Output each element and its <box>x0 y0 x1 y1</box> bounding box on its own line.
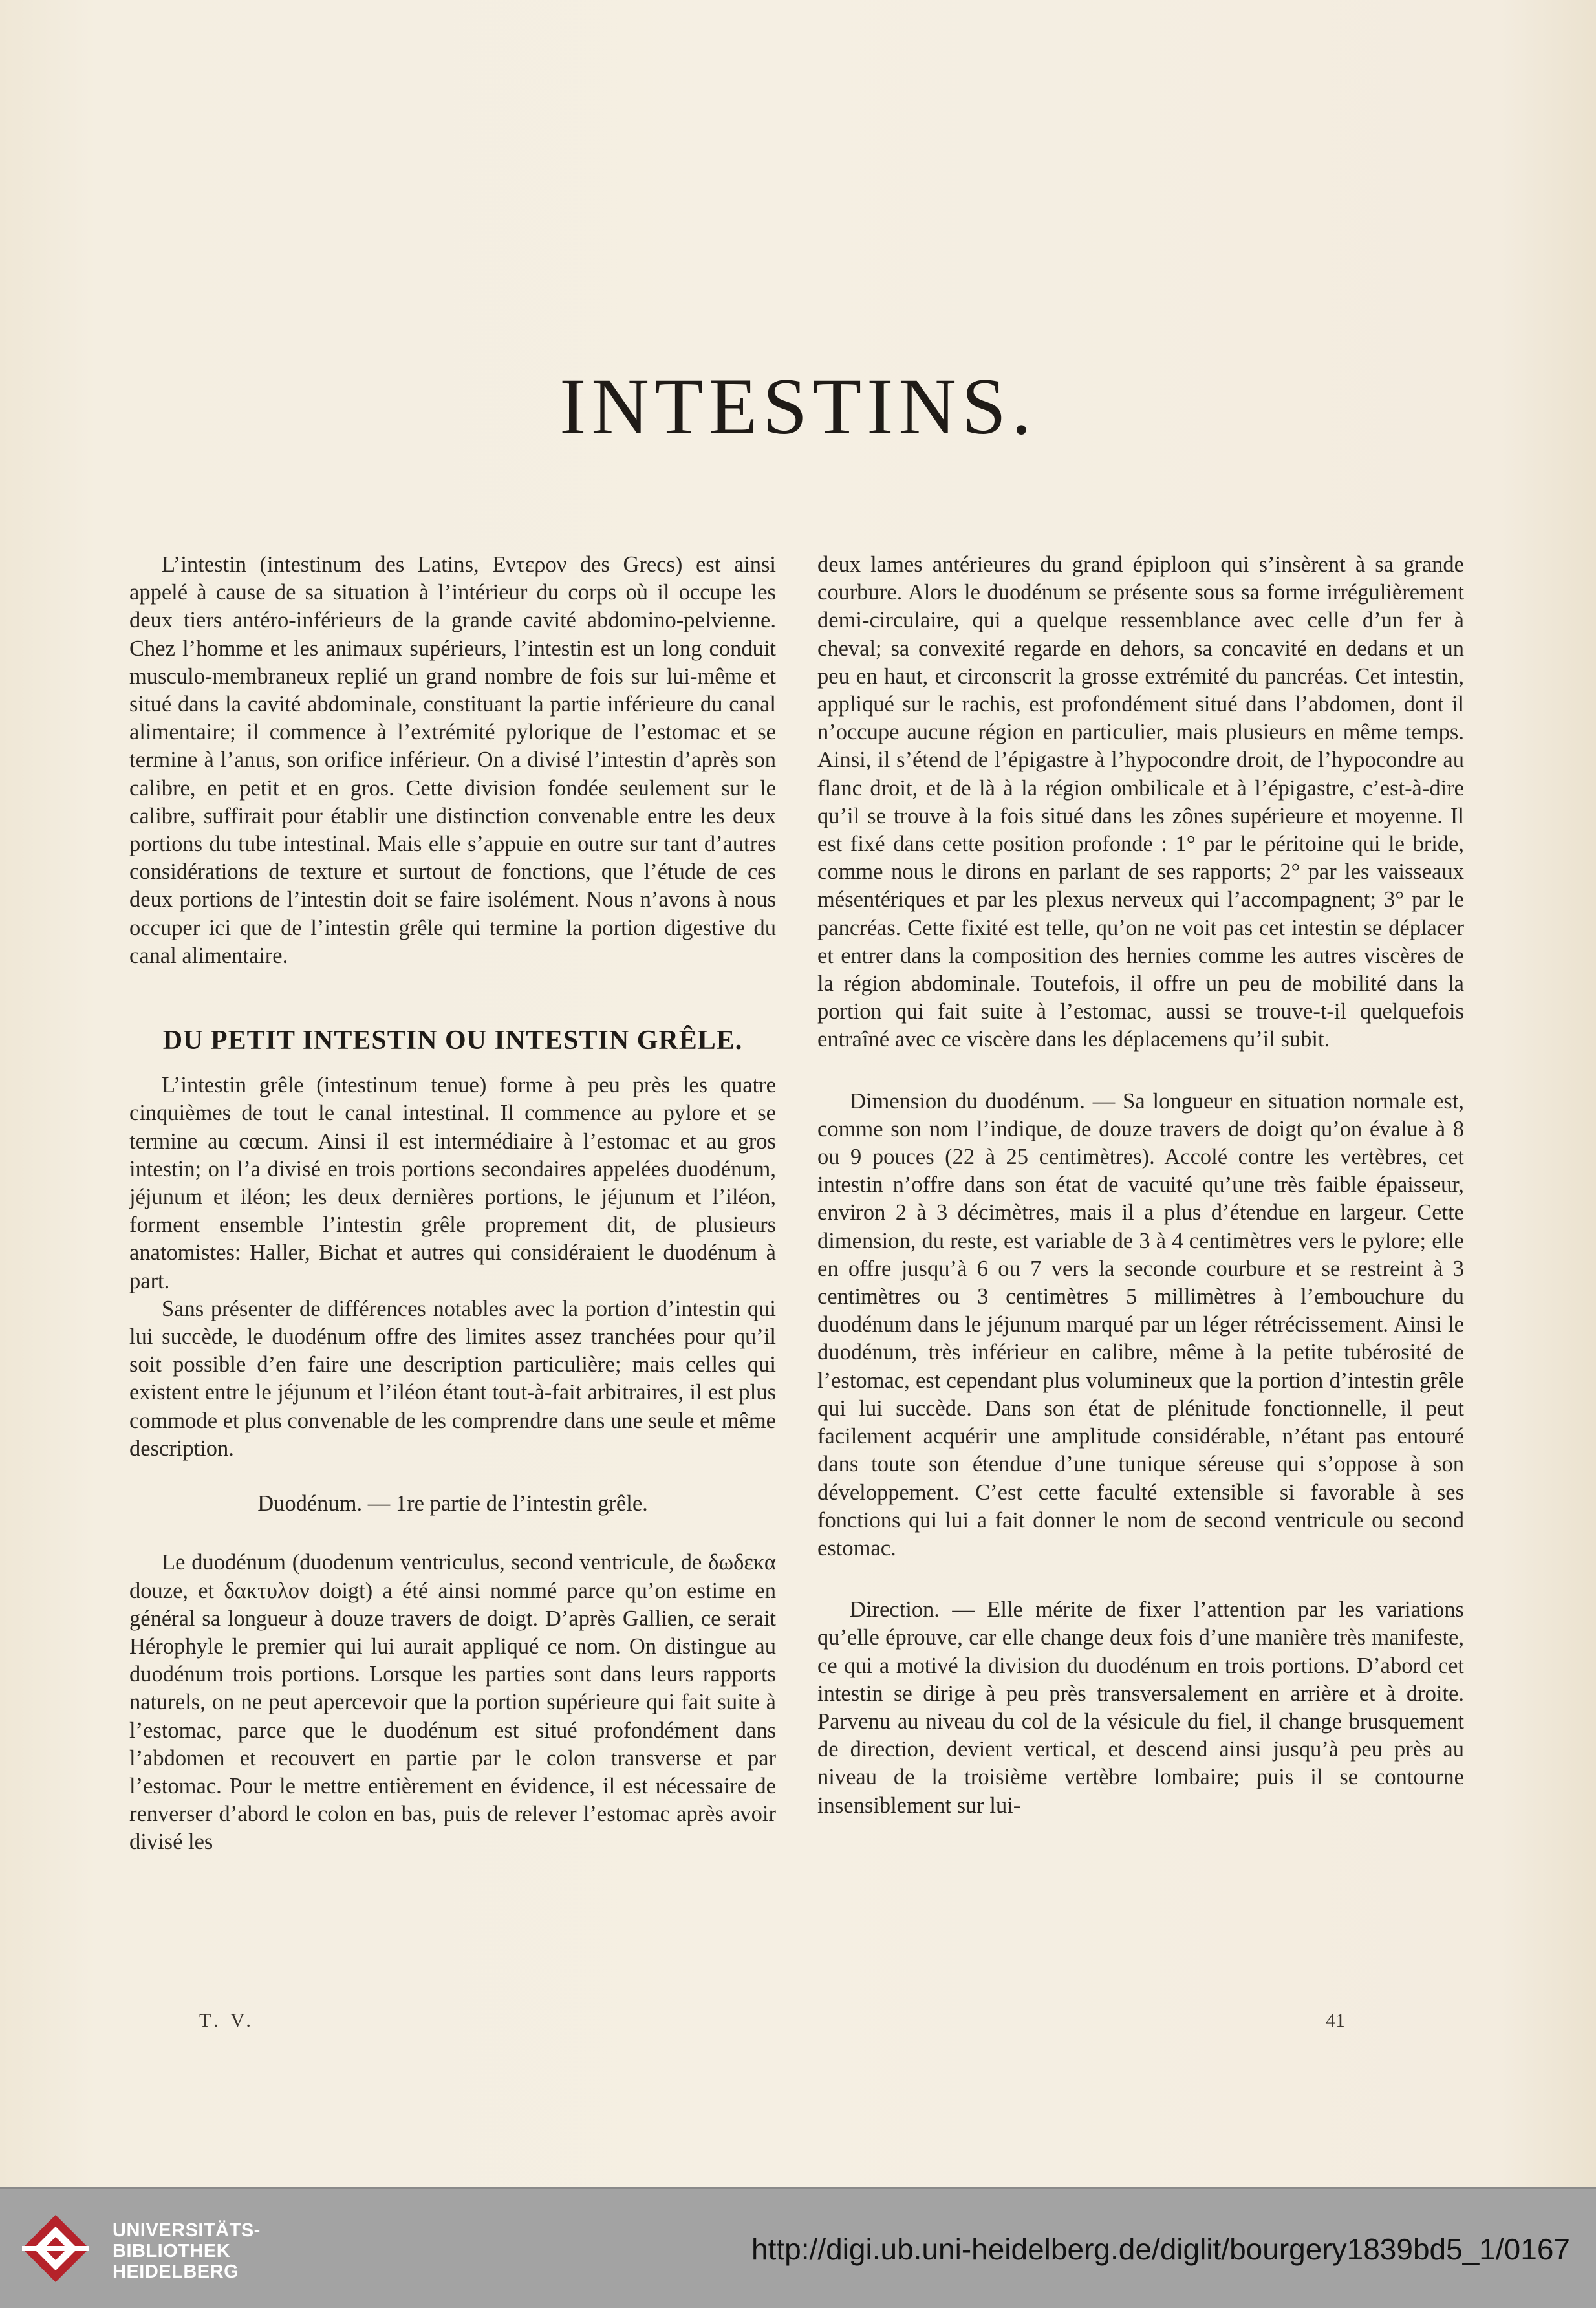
page-title: INTESTINS. <box>559 362 1037 451</box>
section-heading: DU PETIT INTESTIN OU INTESTIN GRÊLE. <box>162 1026 743 1056</box>
intro-paragraph: L’intestin (intestinum des Latins, Εντερον des Grecs) est ainsi appelé à cause de sa situation à l’intérieur du corps où il occupe les deux tiers antéro-inférieurs de la grande cavité abdomino-pelvienne. Chez l’homme et les animaux supérieurs, l’intestin est un long conduit musculo-membraneux replié un grand nombre de fois sur lui-même et situé dans la cavité abdominale, constituant la partie inférieure du canal alimentaire; il commence à l’extrémité pylorique de l’estomac et se termine à l’anus, son orifice inférieur. On a divisé l’intestin d’après son calibre, en petit et en gros. Cette division fondée seulement sur le calibre, suffirait pour établir une distinction convenable entre les deux portions du tube intestinal. Mais elle s’appuie en outre sur tant d’autres considérations de texture et surtout de fonctions, que l’étude de ces deux portions de l’intestin doit se faire isolément. Nous n’avons à nous occuper ici que de l’intestin grêle qui termine la portion digestive du canal alimentaire. <box>129 552 776 968</box>
duodenum-paragraph: Le duodénum (duodenum ventriculus, second ventricule, de δωδεκα douze, et δακτυλον doigt) a été ainsi nommé parce qu’on estime en général sa longueur à douze travers de doigt. D’après Gallien, ce serait Hérophyle le premier qui lui aurait appliqué ce nom. On distingue au duodénum trois portions. Lorsque les parties sont dans leurs rapports naturels, on ne peut apercevoir que la portion supérieure qui fait suite à l’estomac, parce que le duodénum est situé profondément dans l’abdomen et recouvert en partie par le colon transverse et par l’estomac. Pour le mettre entièrement en évidence, il est nécessaire de renverser d’abord le colon en bas, puis de relever l’estomac après avoir divisé les <box>129 1550 776 1855</box>
right-column <box>817 551 1464 1820</box>
permalink-url[interactable]: http://digi.ub.uni-heidelberg.de/diglit/bourgery1839bd5_1/0167 <box>751 2232 1570 2266</box>
duodenum-subheading: Duodénum. — 1re partie de l’intestin grêle. <box>257 1491 648 1516</box>
section-paragraph-1: L’intestin grêle (intestinum tenue) forme à peu près les quatre cinquièmes de tout le canal intestinal. Il commence au pylore et se termine au cœcum. Ainsi il est intermédiaire à l’estomac et au gros intestin; on l’a divisé en trois portions secondaires appelées duodénum, jéjunum et iléon; les deux dernières portions, le jéjunum et l’iléon, forment ensemble l’intestin grêle proprement dit, de plusieurs anatomistes: Haller, Bichat et autres qui considéraient le duodénum à part. <box>129 1073 776 1293</box>
section-paragraph-2: Sans présenter de différences notables avec la portion d’intestin qui lui succède, le duodénum offre des limites assez tranchées pour qu’il soit possible d’en faire une description particulière; mais celles qui existent entre le jéjunum et l’iléon étant tout-à-fait arbitraires, il est plus commode et plus convenable de les comprendre dans une seule et même description. <box>129 1296 776 1461</box>
folio-volume: T. V. <box>199 2010 255 2031</box>
folio-page-number: 41 <box>1326 2010 1345 2031</box>
continuation-paragraph: deux lames antérieures du grand épiploon qui s’insèrent à sa grande courbure. Alors le duodénum se présente sous sa forme irrégulièrement demi-circulaire, qui a quelque ressemblance avec celle d’un fer à cheval; sa convexité regarde en dehors, sa concavité en dedans et un peu en haut, et circonscrit la grosse extrémité du pancréas. Cet intestin, appliqué sur le rachis, est profondément situé dans l’abdomen, dont il n’occupe aucune région en particulier, mais plusieurs en même temps. Ainsi, il s’étend de l’épigastre à l’hypocondre droit, de l’hypocondre au flanc droit, et de là à la région ombilicale et à l’épigastre, c’est-à-dire qu’il se trouve à la fois situé dans les zônes supérieure et moyenne. Il est fixé dans cette position profonde : 1° par le péritoine qui le bride, comme nous le dirons en parlant de ses rapports; 2° par les vaisseaux mésentériques et par les plexus nerveux qui l’accompagnent; 3° par le pancréas. Cette fixité est telle, qu’on ne voit pas cet intestin se déplacer et entrer dans la composition des hernies comme les autres viscères de la région abdominale. Toutefois, il offre un peu de mobilité dans la portion qui fait suite à l’estomac, aussi se trouve-t-il quelquefois entraîné avec ce viscère dans les déplacemens qu’il subit. <box>817 552 1464 1052</box>
left-column <box>129 551 776 1857</box>
library-name-line-1: UNIVERSITÄTS- <box>113 2220 261 2241</box>
direction-paragraph: Direction. — Elle mérite de fixer l’attention par les variations qu’elle éprouve, car elle change deux fois d’une manière très manifeste, ce qui a motivé la division du duodénum en trois portions. D’abord cet intestin se dirige à peu près transversalement en arrière et à droite. Parvenu au niveau du col de la vésicule du fiel, il change brusquement de direction, devient vertical, et descend ainsi jusqu’à peu près au niveau de la troisième vertèbre lombaire; puis il se contourne insensiblement sur lui- <box>817 1597 1464 1818</box>
dimension-paragraph: Dimension du duodénum. — Sa longueur en situation normale est, comme son nom l’indique, de douze travers de doigt qu’on évalue à 8 ou 9 pouces (22 à 25 centimètres). Accolé contre les vertèbres, cet intestin n’offre dans son état de vacuité qu’une très faible épaisseur, environ 2 à 3 décimètres, mais il a plus d’étendue en largeur. Cette dimension, du reste, est variable de 3 à 4 centimètres vers le pylore; elle en offre jusqu’à 6 ou 7 vers la seconde courbure et se restreint à 3 centimètres ou 3 centimètres 5 millimètres à l’embouchure du duodénum dans le jéjunum marqué par un léger rétrécissement. Ainsi le duodénum, très inférieur en calibre, même à la petite tubérosité de l’estomac, est cependant plus volumineux que la portion d’intestin grêle qui lui succède. Dans son état de plénitude fonctionnelle, il peut facilement acquérir une amplitude considérable, n’étant pas entouré dans toute son étendue d’une tunique séreuse qui s’oppose à son développement. C’est cette faculté extensible si favorable à ses fonctions qui lui a fait donner le nom de second ventricule ou second estomac. <box>817 1088 1464 1560</box>
digitization-footer <box>0 2187 1596 2308</box>
library-name <box>113 2220 261 2282</box>
heidelberg-university-library-logo-icon <box>17 2210 94 2287</box>
library-name-line-3: HEIDELBERG <box>113 2261 239 2282</box>
library-name-line-2: BIBLIOTHEK <box>113 2241 231 2261</box>
